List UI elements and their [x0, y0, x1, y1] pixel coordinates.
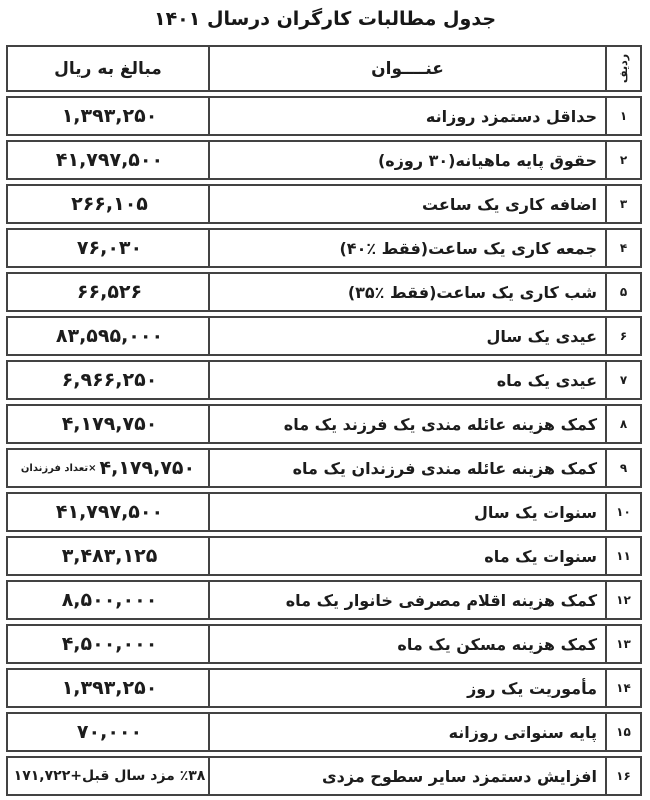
row-amount-value: ۴۱,۷۹۷,۵۰۰ — [55, 149, 164, 171]
header-cell-title — [208, 47, 607, 90]
row-title-cell — [208, 230, 607, 266]
row-title-label: عیدی یک ماه — [496, 370, 597, 390]
row-index-cell — [607, 406, 640, 442]
table-row — [6, 580, 642, 620]
row-amount-value: ۳,۴۸۳,۱۲۵ — [61, 545, 158, 567]
row-amount-value: ۱,۳۹۳,۲۵۰ — [61, 105, 158, 127]
row-amount-cell — [8, 362, 208, 398]
table-row — [6, 228, 642, 268]
row-index-label: ۱۲ — [616, 593, 631, 607]
row-index-cell — [607, 186, 640, 222]
row-index-cell — [607, 274, 640, 310]
header-cell-index — [607, 47, 640, 90]
row-index-label: ۱۱ — [616, 549, 631, 563]
table-row — [6, 316, 642, 356]
row-index-label: ۱ — [619, 109, 628, 123]
row-index-cell — [607, 318, 640, 354]
row-amount-value: ۴,۱۷۹,۷۵۰ — [61, 413, 158, 435]
table-row — [6, 536, 642, 576]
row-title-label: کمک هزینه اقلام مصرفی خانوار یک ماه — [285, 590, 597, 610]
row-title-cell — [208, 626, 607, 662]
row-amount-value: ۶۶,۵۲۶ — [76, 281, 143, 303]
row-index-cell — [607, 230, 640, 266]
table-row — [6, 624, 642, 664]
row-title-label: سنوات یک ماه — [484, 546, 597, 566]
row-amount-cell — [8, 186, 208, 222]
table-body — [6, 96, 642, 796]
row-index-cell — [607, 142, 640, 178]
row-index-label: ۶ — [619, 329, 628, 343]
row-index-label: ۱۵ — [616, 725, 631, 739]
row-title-label: اضافه کاری یک ساعت — [421, 194, 597, 214]
row-amount-value: ۴,۵۰۰,۰۰۰ — [61, 633, 158, 655]
row-amount-cell — [8, 450, 208, 486]
row-title-cell — [208, 450, 607, 486]
row-title-cell — [208, 494, 607, 530]
row-amount-cell — [8, 494, 208, 530]
row-index-label: ۲ — [619, 153, 628, 167]
row-title-cell — [208, 538, 607, 574]
row-amount-cell — [8, 230, 208, 266]
row-index-cell — [607, 582, 640, 618]
table-header-row — [6, 45, 642, 92]
table-row — [6, 712, 642, 752]
row-amount-value: ۴۱,۷۹۷,۵۰۰ — [55, 501, 164, 523]
row-amount-cell — [8, 670, 208, 706]
row-index-label: ۳ — [619, 197, 628, 211]
row-amount-value: ۴,۱۷۹,۷۵۰ — [99, 457, 196, 479]
row-title-cell — [208, 318, 607, 354]
row-amount-cell — [8, 538, 208, 574]
row-title-label: عیدی یک سال — [486, 326, 597, 346]
row-amount-cell — [8, 142, 208, 178]
row-amount-note: ×تعداد فرزندان — [20, 462, 97, 474]
row-index-cell — [607, 670, 640, 706]
row-title-label: مأموریت یک روز — [467, 678, 597, 698]
row-amount-cell — [8, 274, 208, 310]
table-row — [6, 360, 642, 400]
row-index-cell — [607, 538, 640, 574]
row-title-cell — [208, 186, 607, 222]
row-title-cell — [208, 362, 607, 398]
table-row — [6, 756, 642, 796]
row-title-cell — [208, 758, 607, 794]
row-title-label: پایه سنواتی روزانه — [448, 722, 597, 742]
row-index-label: ۴ — [619, 241, 628, 255]
row-title-cell — [208, 98, 607, 134]
row-title-label: کمک هزینه مسکن یک ماه — [397, 634, 597, 654]
row-title-cell — [208, 714, 607, 750]
row-amount-cell — [8, 582, 208, 618]
row-amount-value: ٪۳۸ مزد سال قبل+۱۷۱,۷۲۲ — [13, 768, 206, 784]
row-amount-value: ۸,۵۰۰,۰۰۰ — [61, 589, 158, 611]
row-amount-value: ۷۰,۰۰۰ — [76, 721, 143, 743]
row-index-label: ۸ — [619, 417, 628, 431]
row-title-label: کمک هزینه عائله مندی فرزندان یک ماه — [292, 458, 597, 478]
row-title-label: جمعه کاری یک ساعت(فقط ٪۴۰) — [339, 238, 597, 258]
row-index-label: ۱۴ — [616, 681, 631, 695]
row-amount-cell — [8, 98, 208, 134]
header-cell-amount — [8, 47, 208, 90]
row-title-cell — [208, 670, 607, 706]
row-index-label: ۱۰ — [616, 505, 631, 519]
row-amount-cell — [8, 626, 208, 662]
row-index-label: ۱۶ — [616, 769, 631, 783]
row-index-cell — [607, 626, 640, 662]
row-title-cell — [208, 142, 607, 178]
row-amount-value: ۲۶۶,۱۰۵ — [71, 193, 148, 215]
row-index-cell — [607, 362, 640, 398]
row-index-label: ۱۳ — [616, 637, 631, 651]
row-title-label: سنوات یک سال — [473, 502, 597, 522]
row-title-label: حداقل دستمزد روزانه — [425, 106, 597, 126]
wage-table — [6, 45, 642, 800]
row-amount-value: ۷۶,۰۳۰ — [76, 237, 143, 259]
row-index-cell — [607, 98, 640, 134]
header-amount-label: مبالغ به ریال — [54, 58, 162, 79]
page-title: جدول مطالبات کارگران درسال ۱۴۰۱ — [153, 8, 497, 30]
table-row — [6, 96, 642, 136]
row-amount-cell — [8, 406, 208, 442]
table-row — [6, 492, 642, 532]
table-row — [6, 404, 642, 444]
row-title-cell — [208, 582, 607, 618]
row-index-label: ۹ — [619, 461, 628, 475]
table-row — [6, 140, 642, 180]
header-title-label: عنــــوان — [371, 58, 444, 79]
row-index-label: ۵ — [619, 285, 628, 299]
table-row — [6, 668, 642, 708]
row-index-label: ۷ — [619, 373, 628, 387]
row-index-cell — [607, 494, 640, 530]
header-index-label: ردیف — [617, 53, 630, 84]
row-title-label: حقوق پایه ماهیانه(۳۰ روزه) — [377, 150, 597, 170]
row-amount-value: ۱,۳۹۳,۲۵۰ — [61, 677, 158, 699]
row-title-label: افزایش دستمزد سایر سطوح مزدی — [322, 766, 597, 786]
table-row — [6, 272, 642, 312]
row-amount-cell — [8, 714, 208, 750]
row-amount-value: ۸۳,۵۹۵,۰۰۰ — [55, 325, 164, 347]
table-row — [6, 448, 642, 488]
row-index-cell — [607, 758, 640, 794]
row-index-cell — [607, 714, 640, 750]
row-amount-cell — [8, 318, 208, 354]
table-row — [6, 184, 642, 224]
row-amount-value: ۶,۹۶۶,۲۵۰ — [61, 369, 158, 391]
row-index-cell — [607, 450, 640, 486]
row-title-label: کمک هزینه عائله مندی یک فرزند یک ماه — [283, 414, 597, 434]
row-title-cell — [208, 274, 607, 310]
row-title-label: شب کاری یک ساعت(فقط ٪۳۵) — [347, 282, 597, 302]
row-amount-cell — [8, 758, 208, 794]
row-title-cell — [208, 406, 607, 442]
